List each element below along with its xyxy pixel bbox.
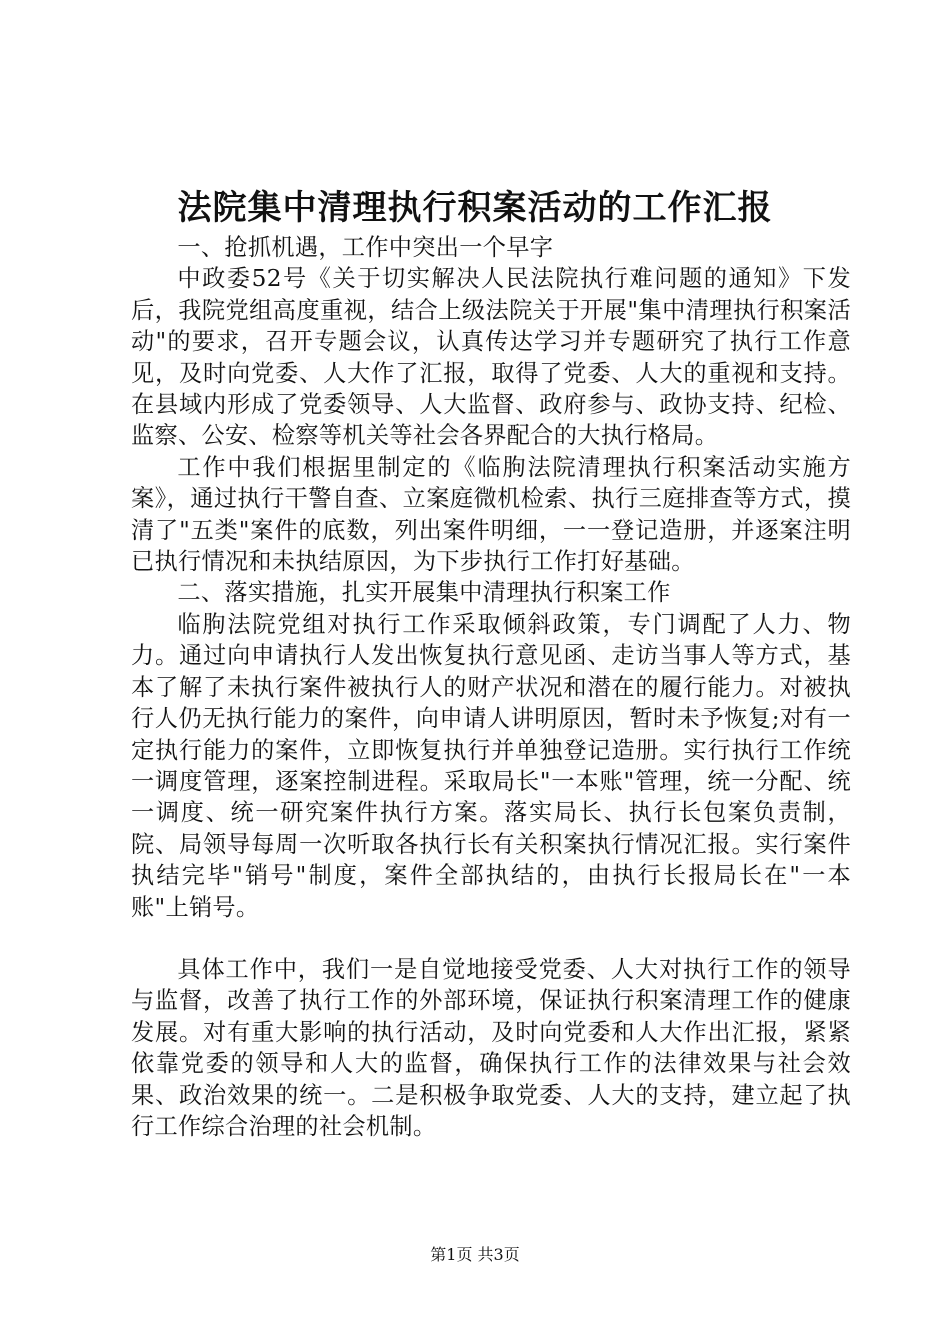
document-title: 法院集中清理执行积案活动的工作汇报	[177, 188, 773, 228]
document-body	[131, 232, 851, 1142]
body-paragraph: 具体工作中，我们一是自觉地接受党委、人大对执行工作的领导与监督，改善了执行工作的外部环境，保证执行积案清理工作的健康发展。对有重大影响的执行活动，及时向党委和人大作出汇报，紧紧依靠党委的领导和人大的监督，确保执行工作的法律效果与社会效果、政治效果的统一。二是积极争取党委、人大的支持，建立起了执行工作综合治理的社会机制。	[131, 955, 851, 1140]
section-heading-2: 二、落实措施，扎实开展集中清理执行积案工作	[177, 579, 671, 607]
body-paragraph: 临朐法院党组对执行工作采取倾斜政策，专门调配了人力、物力。通过向申请执行人发出恢复执行意见函、走访当事人等方式，基本了解了未执行案件被执行人的财产状况和潜在的履行能力。对被执行人仍无执行能力的案件，向申请人讲明原因，暂时未予恢复;对有一定执行能力的案件，立即恢复执行并单独登记造册。实行执行工作统一调度管理，逐案控制进程。采取局长"一本账"管理，统一分配、统一调度、统一研究案件执行方案。落实局长、执行长包案负责制，院、局领导每周一次听取各执行长有关积案执行情况汇报。实行案件执结完毕"销号"制度，案件全部执结的，由执行长报局长在"一本账"上销号。	[131, 610, 851, 921]
page-footer: 第1页 共3页	[430, 1245, 520, 1264]
body-paragraph: 工作中我们根据里制定的《临朐法院清理执行积案活动实施方案》，通过执行干警自查、立案庭微机检索、执行三庭排查等方式，摸清了"五类"案件的底数，列出案件明细，一一登记造册，并逐案注明已执行情况和未执结原因，为下步执行工作打好基础。	[131, 453, 851, 576]
body-paragraph: 中政委52号《关于切实解决人民法院执行难问题的通知》下发后，我院党组高度重视，结合上级法院关于开展"集中清理执行积案活动"的要求，召开专题会议，认真传达学习并专题研究了执行工作意见，及时向党委、人大作了汇报，取得了党委、人大的重视和支持。在县域内形成了党委领导、人大监督、政府参与、政协支持、纪检、监察、公安、检察等机关等社会各界配合的大执行格局。	[131, 265, 851, 450]
section-heading-1: 一、抢抓机遇，工作中突出一个早字	[177, 234, 554, 261]
